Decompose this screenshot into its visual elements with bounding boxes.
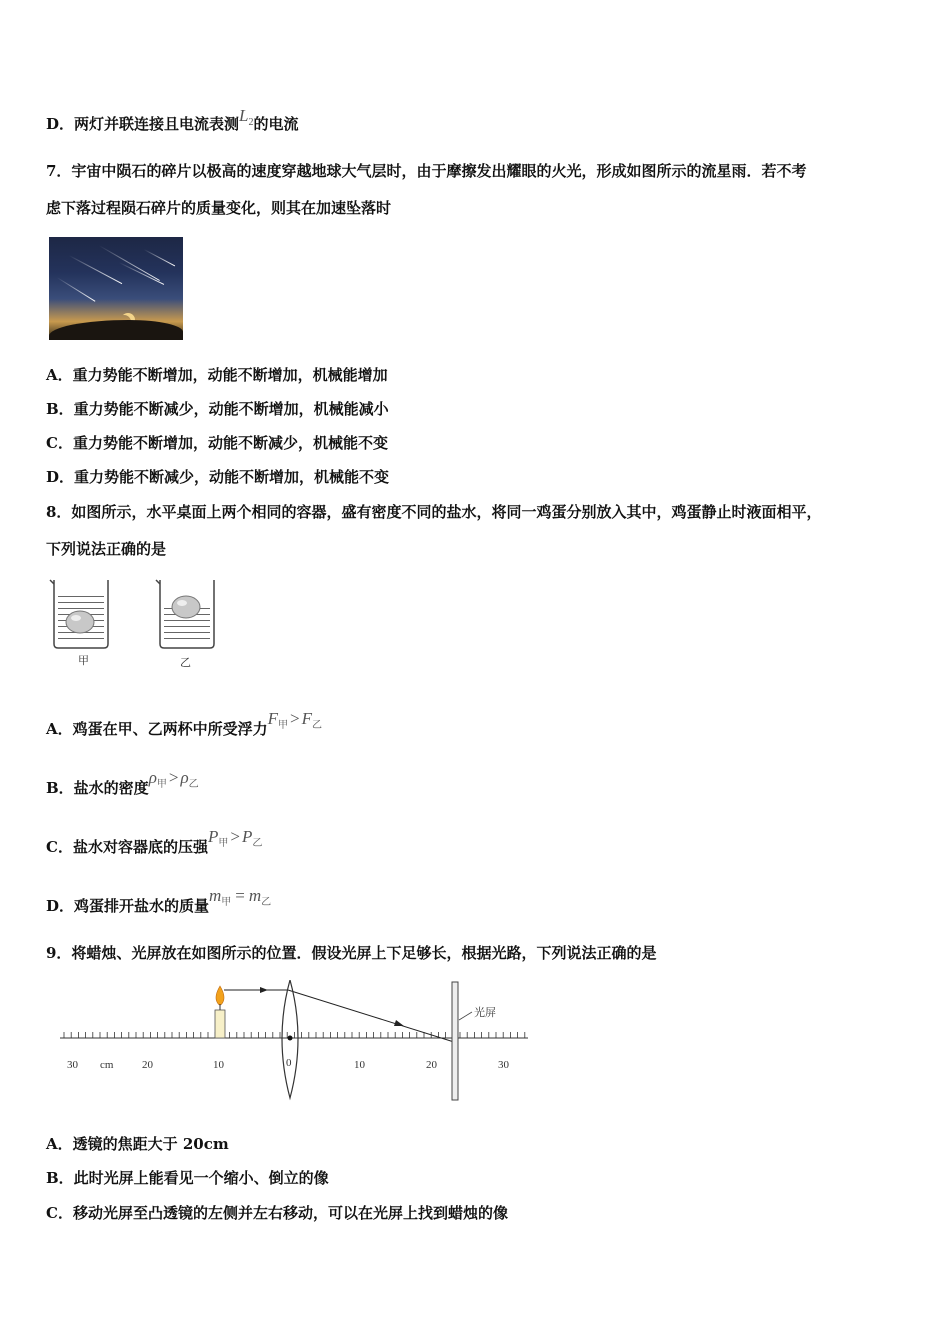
beakers-diagram [48, 576, 228, 672]
mass-expression: $m_甲 = m_乙$ [209, 886, 272, 908]
q9-stem: 9．将蜡烛、光屏放在如图所示的位置．假设光屏上下足够长，根据光路，下列说法正确的是 [46, 944, 657, 962]
q9-option-b: B．此时光屏上能看见一个缩小、倒立的像 [46, 1169, 329, 1187]
ruler-label-pos10: 10 [354, 1059, 365, 1071]
candle [215, 986, 225, 1038]
egg-jia [66, 611, 94, 633]
ruler-label-pos30: 30 [498, 1059, 509, 1071]
beaker-yi [156, 580, 214, 648]
q9-option-a: A．透镜的焦距大于 20cm [46, 1135, 229, 1153]
q7-option-c: C．重力势能不断增加，动能不断减少，机械能不变 [46, 434, 388, 452]
pressure-expression: $P_甲 > P_乙$ [207, 827, 263, 849]
ruler-label-0: 0 [286, 1057, 292, 1069]
q7-option-d: D．重力势能不断减少，动能不断增加，机械能不变 [46, 468, 390, 486]
ruler-label-neg30: 30 [67, 1059, 78, 1071]
buoyancy-expression: $F_甲 > F_乙$ [267, 709, 323, 731]
meteor-shower-image [49, 237, 183, 340]
egg-yi [172, 596, 200, 618]
q8-option-d: D．鸡蛋排开盐水的质量$m_甲 = m_乙$ [46, 886, 272, 915]
ruler-label-neg10: 10 [213, 1059, 224, 1071]
ruler-label-neg20: 20 [142, 1059, 153, 1071]
optics-bench-diagram [56, 980, 536, 1104]
q6-option-d [46, 106, 299, 137]
ruler-label-pos20: 20 [426, 1059, 437, 1071]
q6-option-d-prefix: D．两灯并联连接且电流表测 [46, 115, 240, 133]
q7-stem-line1: 7．宇宙中陨石的碎片以极高的速度穿越地球大气层时，由于摩擦发出耀眼的火光，形成如图所示的流星雨．若不考 [46, 162, 807, 180]
q8-option-b: B．盐水的密度$\rho_甲 > \rho_乙$ [46, 768, 199, 797]
q8-stem-line2: 下列说法正确的是 [46, 540, 167, 558]
q8-option-c: C．盐水对容器底的压强$P_甲 > P_乙$ [46, 827, 263, 856]
beaker-label-yi: 乙 [180, 656, 191, 669]
q7-option-b: B．重力势能不断减少，动能不断增加，机械能减小 [46, 400, 389, 418]
q8-stem-line1: 8．如图所示，水平桌面上两个相同的容器，盛有密度不同的盐水，将同一鸡蛋分别放入其中，鸡蛋静止时液面相平， [46, 503, 822, 521]
q7-option-a: A．重力势能不断增加，动能不断增加，机械能增加 [46, 366, 388, 384]
q7-stem-line2: 虑下落过程陨石碎片的质量变化，则其在加速坠落时 [46, 199, 392, 217]
density-expression: $\rho_甲 > \rho_乙$ [148, 768, 199, 790]
screen-label: 光屏 [474, 1006, 496, 1019]
light-screen [452, 982, 458, 1100]
q8-option-a: A．鸡蛋在甲、乙两杯中所受浮力$F_甲 > F_乙$ [46, 709, 323, 738]
light-ray-refracted [288, 990, 454, 1042]
q6-option-d-suffix: 的电流 [253, 115, 299, 133]
q9-option-c: C．移动光屏至凸透镜的左侧并左右移动，可以在光屏上找到蜡烛的像 [46, 1204, 508, 1222]
ruler-label-cm: cm [100, 1059, 114, 1071]
l2-symbol: $L_2$ [239, 106, 254, 128]
beaker-jia [50, 580, 108, 648]
beaker-label-jia: 甲 [78, 654, 89, 667]
